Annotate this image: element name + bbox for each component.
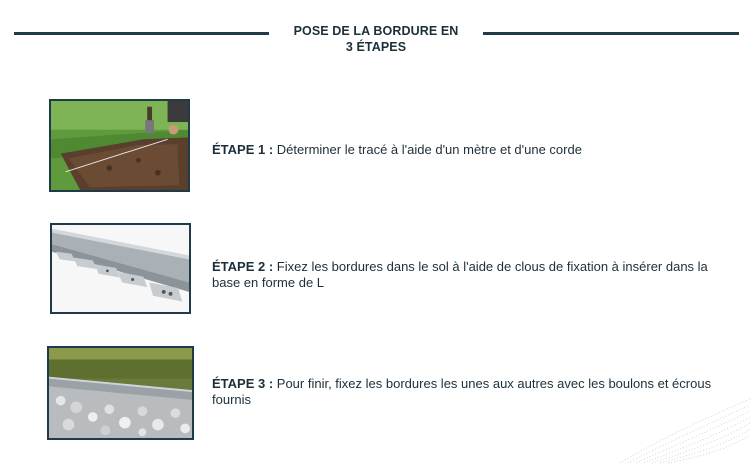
step-2-label: ÉTAPE 2 : <box>212 259 274 274</box>
step-1-description: Déterminer le tracé à l'aide d'un mètre et d'une corde <box>273 142 582 157</box>
page-title <box>272 23 480 55</box>
page-title-line-2: 3 ÉTAPES <box>345 40 407 54</box>
step-3-description: Pour finir, fixez les bordures les unes aux autres avec les boulons et écrous fournis <box>212 376 712 407</box>
step-3-image <box>47 346 194 440</box>
lawn-digging-photo <box>51 101 188 190</box>
header-rule-left <box>14 32 269 35</box>
header-rule-right <box>483 32 739 35</box>
step-1-image <box>49 99 190 192</box>
step-2-text <box>212 259 717 291</box>
step-1-text <box>212 142 717 158</box>
step-1-label: ÉTAPE 1 : <box>212 142 274 157</box>
page-title-line-1: POSE DE LA BORDURE EN <box>293 24 459 38</box>
gravel-border-photo <box>49 348 192 438</box>
step-2-image <box>50 223 191 314</box>
step-2-description: Fixez les bordures dans le sol à l'aide de clous de fixation à insérer dans la base en forme de L <box>212 259 708 290</box>
metal-edging-photo <box>52 225 189 312</box>
decorative-wave-pattern <box>610 385 750 465</box>
step-3-label: ÉTAPE 3 : <box>212 376 274 391</box>
